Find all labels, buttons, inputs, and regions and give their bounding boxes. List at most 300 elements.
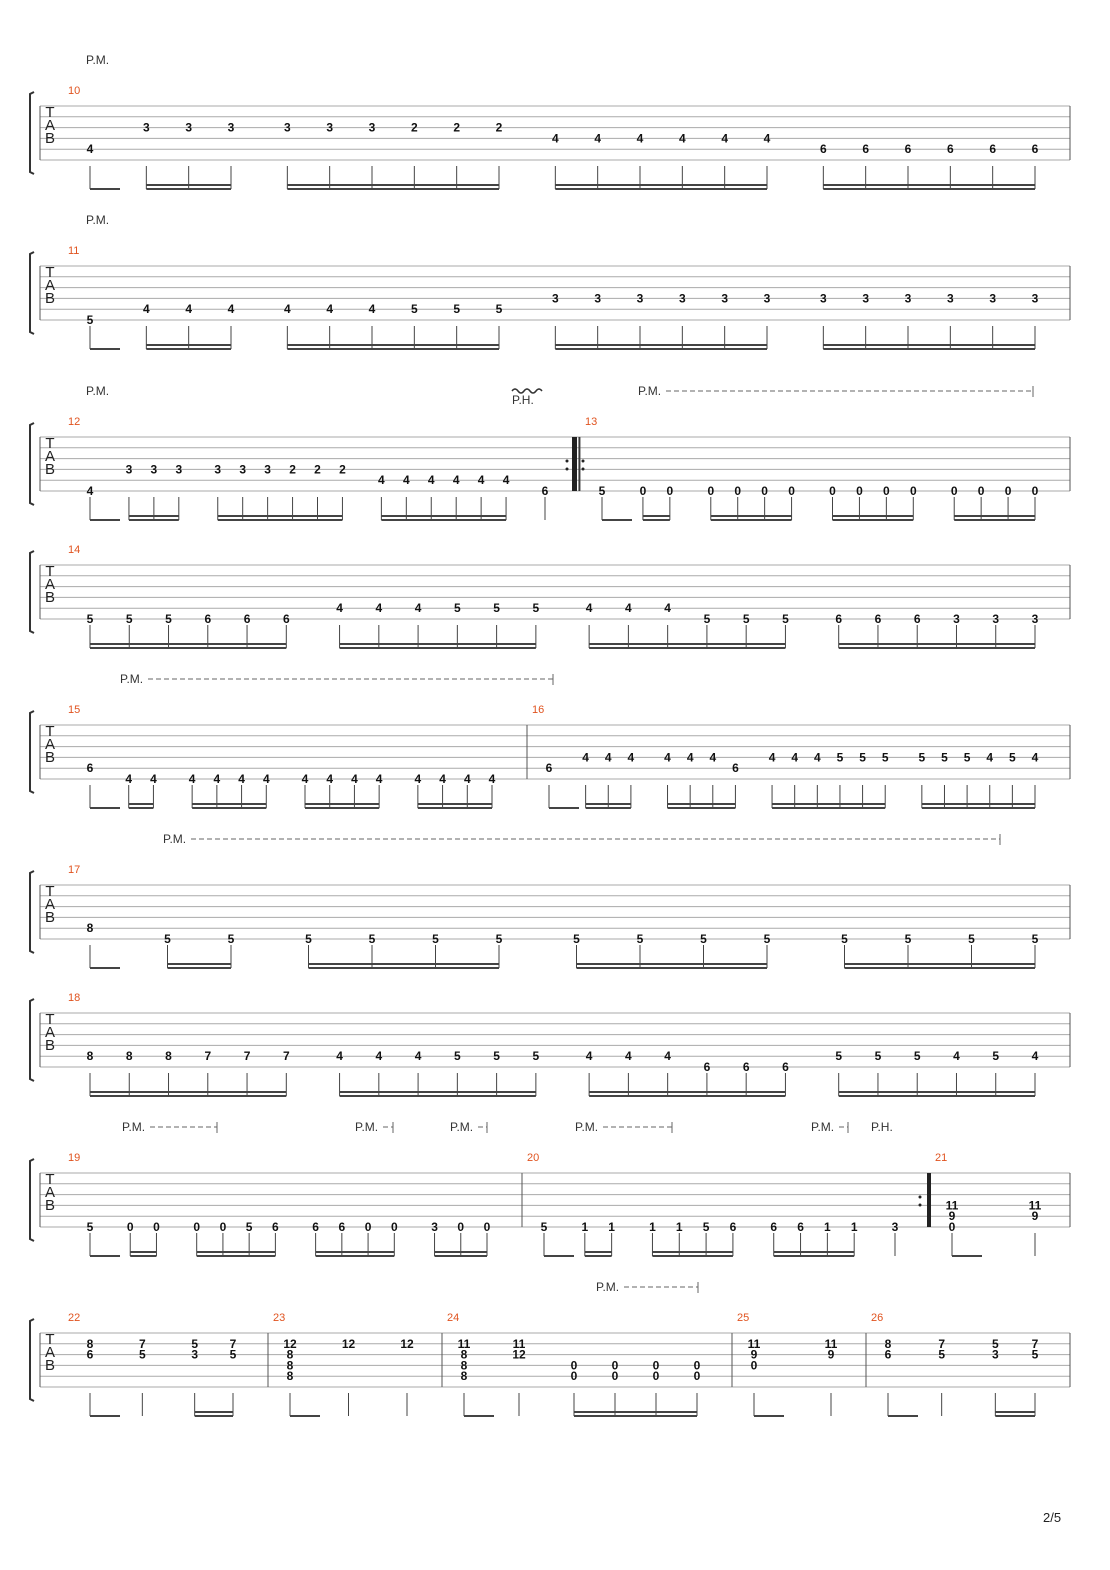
palm-mute-label: P.M. xyxy=(122,1120,146,1134)
bar-number: 23 xyxy=(273,1312,286,1324)
fret-number: 5 xyxy=(191,1336,199,1351)
fret-number: 1 xyxy=(675,1220,683,1234)
fret-number: 5 xyxy=(941,750,948,765)
fret-number: 4 xyxy=(336,1049,343,1064)
bar-number: 17 xyxy=(68,864,81,876)
fret-number: 5 xyxy=(1031,932,1039,946)
fret-number: 2 xyxy=(339,462,346,477)
tab-clef-letter: T xyxy=(45,104,55,121)
fret-number: 4 xyxy=(414,772,422,786)
fret-number: 1 xyxy=(649,1220,656,1234)
fret-number: 5 xyxy=(493,1049,500,1064)
fret-number: 5 xyxy=(636,932,644,946)
fret-number: 0 xyxy=(693,1358,701,1373)
fret-number: 5 xyxy=(532,601,540,616)
system-bracket xyxy=(30,423,34,505)
fret-number: 4 xyxy=(625,1049,632,1064)
fret-number: 4 xyxy=(142,302,150,317)
fret-number: 3 xyxy=(1031,291,1039,306)
fret-number: 6 xyxy=(1031,142,1039,157)
fret-number: 4 xyxy=(986,750,994,765)
tab-clef-letter: B xyxy=(44,589,56,606)
tab-clef-letter: A xyxy=(44,1184,56,1201)
fret-number: 5 xyxy=(454,601,461,616)
fret-number: 5 xyxy=(453,302,461,317)
fret-number: 3 xyxy=(891,1220,899,1234)
fret-number: 5 xyxy=(763,932,771,946)
bar-number: 22 xyxy=(68,1312,81,1324)
fret-number: 0 xyxy=(652,1358,660,1373)
fret-number: 2 xyxy=(289,462,296,477)
fret-number: 7 xyxy=(204,1049,212,1064)
fret-number: 3 xyxy=(1031,612,1039,626)
fret-number: 3 xyxy=(819,291,827,306)
bar-number: 12 xyxy=(68,416,81,428)
fret-number: 6 xyxy=(989,142,997,157)
bar-number: 16 xyxy=(532,704,545,716)
fret-number: 3 xyxy=(551,291,559,306)
fret-number: 5 xyxy=(86,612,94,626)
fret-number: 4 xyxy=(368,302,376,317)
fret-number: 4 xyxy=(709,750,717,765)
tab-clef-letter: B xyxy=(44,1197,56,1214)
tab-clef-letter: B xyxy=(44,461,56,478)
fret-number: 5 xyxy=(700,932,707,946)
fret-number: 4 xyxy=(768,750,776,765)
fret-number: 12 xyxy=(400,1336,414,1351)
system-bracket xyxy=(30,252,34,334)
fret-number: 5 xyxy=(573,932,580,946)
fret-number: 5 xyxy=(859,750,866,765)
repeat-barline-thick xyxy=(927,1173,931,1227)
fret-number: 4 xyxy=(213,772,221,786)
fret-number: 0 xyxy=(883,484,890,498)
fret-number: 5 xyxy=(164,932,171,946)
fret-number: 1 xyxy=(850,1220,858,1234)
page-number: 2/5 xyxy=(1043,1510,1062,1525)
fret-number: 6 xyxy=(243,612,251,626)
fret-number: 4 xyxy=(414,601,422,616)
system-bracket xyxy=(30,871,34,953)
fret-number: 4 xyxy=(283,302,291,317)
fret-number: 8 xyxy=(460,1347,468,1362)
fret-number: 3 xyxy=(904,291,912,306)
fret-number: 0 xyxy=(1031,484,1039,498)
fret-number: 2 xyxy=(410,120,418,135)
repeat-dot xyxy=(566,460,569,463)
fret-number: 0 xyxy=(611,1358,619,1373)
palm-mute-label: P.M. xyxy=(86,53,110,67)
fret-number: 0 xyxy=(948,1220,956,1234)
repeat-dot xyxy=(582,468,585,471)
fret-number: 0 xyxy=(788,484,795,498)
fret-number: 4 xyxy=(439,772,446,786)
fret-number: 8 xyxy=(86,1049,94,1064)
fret-number: 8 xyxy=(125,1049,133,1064)
fret-number: 4 xyxy=(463,772,471,786)
fret-number: 4 xyxy=(664,750,671,765)
bar-number: 26 xyxy=(871,1312,884,1324)
fret-number: 4 xyxy=(351,772,358,786)
fret-number: 5 xyxy=(968,932,975,946)
fret-number: 4 xyxy=(238,772,245,786)
fret-number: 0 xyxy=(734,484,742,498)
bar-number: 15 xyxy=(68,704,81,716)
fret-number: 3 xyxy=(991,1347,999,1362)
fret-number: 4 xyxy=(502,473,510,488)
tab-clef-letter: A xyxy=(44,1344,56,1361)
fret-number: 3 xyxy=(142,120,150,135)
fret-number: 4 xyxy=(86,142,94,157)
fret-number: 5 xyxy=(991,1336,999,1351)
fret-number: 4 xyxy=(375,1049,383,1064)
tab-clef-letter: T xyxy=(45,563,55,580)
fret-number: 4 xyxy=(791,750,799,765)
fret-number: 4 xyxy=(326,302,334,317)
fret-number: 5 xyxy=(836,750,844,765)
fret-number: 4 xyxy=(627,750,635,765)
fret-number: 5 xyxy=(125,612,133,626)
fret-number: 5 xyxy=(138,1347,146,1362)
fret-number: 9 xyxy=(827,1347,835,1362)
fret-number: 3 xyxy=(185,120,193,135)
fret-number: 4 xyxy=(953,1049,960,1064)
fret-number: 5 xyxy=(835,1049,843,1064)
bar-number: 18 xyxy=(68,992,81,1004)
fret-number: 3 xyxy=(636,291,644,306)
palm-mute-label: P.M. xyxy=(450,1120,474,1134)
fret-number: 0 xyxy=(693,1369,701,1384)
fret-number: 6 xyxy=(541,484,549,498)
fret-number: 3 xyxy=(946,291,954,306)
tab-clef-letter: T xyxy=(45,723,55,740)
fret-number: 5 xyxy=(368,932,376,946)
fret-number: 4 xyxy=(378,473,385,488)
fret-number: 5 xyxy=(532,1049,540,1064)
fret-number: 6 xyxy=(312,1220,319,1234)
palm-mute-label: P.M. xyxy=(811,1120,835,1134)
tab-clef-letter: B xyxy=(44,290,56,307)
fret-number: 1 xyxy=(608,1220,615,1234)
fret-number: 8 xyxy=(884,1336,892,1351)
fret-number: 5 xyxy=(598,484,606,498)
fret-number: 5 xyxy=(782,612,789,626)
fret-number: 4 xyxy=(227,302,235,317)
fret-number: 3 xyxy=(678,291,686,306)
bar-number: 24 xyxy=(447,1312,460,1324)
fret-number: 4 xyxy=(375,601,383,616)
fret-number: 0 xyxy=(126,1220,134,1234)
fret-number: 6 xyxy=(86,1347,94,1362)
bar-number: 20 xyxy=(527,1152,540,1164)
fret-number: 4 xyxy=(664,1049,671,1064)
fret-number: 3 xyxy=(431,1220,438,1234)
tab-clef-letter: T xyxy=(45,435,55,452)
system-bracket xyxy=(30,711,34,793)
tab-clef-letter: B xyxy=(44,909,56,926)
fret-number: 3 xyxy=(594,291,602,306)
fret-number: 4 xyxy=(86,484,94,498)
fret-number: 4 xyxy=(452,473,460,488)
fret-number: 8 xyxy=(286,1358,294,1373)
tab-clef-letter: T xyxy=(45,264,55,281)
fret-number: 5 xyxy=(495,302,503,317)
fret-number: 6 xyxy=(862,142,870,157)
fret-number: 0 xyxy=(856,484,863,498)
fret-number: 7 xyxy=(938,1336,946,1351)
fret-number: 4 xyxy=(636,131,644,146)
fret-number: 5 xyxy=(742,612,750,626)
repeat-dot xyxy=(919,1204,922,1207)
fret-number: 5 xyxy=(245,1220,253,1234)
fret-number: 5 xyxy=(1031,1347,1039,1362)
fret-number: 4 xyxy=(185,302,193,317)
fret-number: 5 xyxy=(938,1347,946,1362)
fret-number: 1 xyxy=(824,1220,831,1234)
fret-number: 11 xyxy=(1028,1198,1042,1213)
fret-number: 0 xyxy=(950,484,958,498)
tab-clef-letter: A xyxy=(44,896,56,913)
fret-number: 7 xyxy=(229,1336,237,1351)
repeat-dot xyxy=(582,460,585,463)
fret-number: 3 xyxy=(239,462,247,477)
fret-number: 3 xyxy=(283,120,291,135)
fret-number: 5 xyxy=(702,1220,710,1234)
fret-number: 6 xyxy=(835,612,843,626)
fret-number: 0 xyxy=(761,484,768,498)
fret-number: 3 xyxy=(150,462,158,477)
bar-number: 10 xyxy=(68,85,81,97)
fret-number: 5 xyxy=(86,1220,94,1234)
fret-number: 0 xyxy=(611,1369,619,1384)
fret-number: 4 xyxy=(604,750,612,765)
fret-number: 3 xyxy=(368,120,376,135)
fret-number: 4 xyxy=(686,750,694,765)
fret-number: 9 xyxy=(948,1209,956,1224)
fret-number: 4 xyxy=(664,601,671,616)
fret-number: 3 xyxy=(862,291,870,306)
fret-number: 0 xyxy=(153,1220,160,1234)
fret-number: 0 xyxy=(666,484,674,498)
repeat-barline-thick xyxy=(572,437,577,491)
fret-number: 6 xyxy=(545,761,553,776)
tab-clef-letter: T xyxy=(45,1011,55,1028)
fret-number: 6 xyxy=(204,612,212,626)
fret-number: 4 xyxy=(125,772,133,786)
fret-number: 2 xyxy=(453,120,461,135)
tab-clef-letter: B xyxy=(44,1037,56,1054)
fret-number: 4 xyxy=(427,473,435,488)
fret-number: 5 xyxy=(165,612,172,626)
tab-clef-letter: T xyxy=(45,1171,55,1188)
fret-number: 6 xyxy=(884,1347,892,1362)
fret-number: 4 xyxy=(1031,750,1039,765)
fret-number: 0 xyxy=(457,1220,465,1234)
fret-number: 0 xyxy=(570,1369,578,1384)
fret-number: 4 xyxy=(488,772,496,786)
fret-number: 4 xyxy=(336,601,343,616)
fret-number: 5 xyxy=(904,932,912,946)
fret-number: 3 xyxy=(227,120,235,135)
fret-number: 7 xyxy=(243,1049,251,1064)
palm-mute-label: P.M. xyxy=(163,832,187,846)
fret-number: 5 xyxy=(495,932,503,946)
fret-number: 5 xyxy=(913,1049,921,1064)
fret-number: 6 xyxy=(819,142,827,157)
palm-mute-label: P.M. xyxy=(86,384,110,398)
fret-number: 6 xyxy=(913,612,921,626)
fret-number: 12 xyxy=(341,1336,356,1351)
bar-number: 14 xyxy=(68,544,81,556)
fret-number: 0 xyxy=(483,1220,491,1234)
fret-number: 0 xyxy=(707,484,715,498)
tab-clef-letter: A xyxy=(44,117,56,134)
bar-number: 19 xyxy=(68,1152,81,1164)
fret-number: 0 xyxy=(829,484,836,498)
fret-number: 5 xyxy=(841,932,848,946)
fret-number: 4 xyxy=(582,750,589,765)
fret-number: 5 xyxy=(703,612,711,626)
fret-number: 0 xyxy=(219,1220,227,1234)
fret-number: 7 xyxy=(138,1336,146,1351)
fret-number: 5 xyxy=(305,932,312,946)
bar-number: 13 xyxy=(585,416,598,428)
system-bracket xyxy=(30,1319,34,1401)
fret-number: 8 xyxy=(460,1358,468,1373)
fret-number: 3 xyxy=(721,291,729,306)
fret-number: 7 xyxy=(282,1049,290,1064)
palm-mute-label: P.M. xyxy=(120,672,144,686)
fret-number: 5 xyxy=(432,932,439,946)
palm-mute-label: P.M. xyxy=(638,384,662,398)
system-bracket xyxy=(30,551,34,633)
palm-mute-label: P.M. xyxy=(575,1120,599,1134)
fret-number: 6 xyxy=(742,1060,750,1074)
fret-number: 8 xyxy=(165,1049,172,1064)
fret-number: 4 xyxy=(150,772,157,786)
fret-number: 3 xyxy=(214,462,222,477)
fret-number: 5 xyxy=(229,1347,237,1362)
fret-number: 6 xyxy=(904,142,912,157)
fret-number: 6 xyxy=(874,612,882,626)
fret-number: 0 xyxy=(570,1358,578,1373)
tab-clef-letter: A xyxy=(44,576,56,593)
fret-number: 5 xyxy=(963,750,971,765)
fret-number: 0 xyxy=(652,1369,660,1384)
fret-number: 8 xyxy=(286,1369,294,1384)
fret-number: 4 xyxy=(375,772,383,786)
fret-number: 4 xyxy=(1031,1049,1039,1064)
fret-number: 5 xyxy=(410,302,418,317)
bar-number: 25 xyxy=(737,1312,750,1324)
fret-number: 8 xyxy=(86,1336,94,1351)
fret-number: 5 xyxy=(86,313,94,327)
tab-clef-letter: A xyxy=(44,736,56,753)
fret-number: 8 xyxy=(286,1347,294,1362)
fret-number: 5 xyxy=(227,932,235,946)
fret-number: 6 xyxy=(946,142,954,157)
palm-mute-label: P.M. xyxy=(596,1280,620,1294)
fret-number: 5 xyxy=(874,1049,882,1064)
fret-number: 6 xyxy=(272,1220,279,1234)
system-bracket xyxy=(30,92,34,174)
fret-number: 6 xyxy=(703,1060,711,1074)
repeat-dot xyxy=(566,468,569,471)
tab-clef-letter: B xyxy=(44,130,56,147)
fret-number: 3 xyxy=(763,291,771,306)
fret-number: 6 xyxy=(282,612,290,626)
fret-number: 4 xyxy=(551,131,559,146)
tab-clef-letter: T xyxy=(45,1331,55,1348)
tab-clef-letter: A xyxy=(44,277,56,294)
fret-number: 11 xyxy=(824,1336,838,1351)
palm-mute-label: P.M. xyxy=(355,1120,379,1134)
repeat-dot xyxy=(919,1196,922,1199)
fret-number: 3 xyxy=(191,1347,199,1362)
fret-number: 12 xyxy=(512,1347,526,1362)
tab-clef-letter: A xyxy=(44,1024,56,1041)
fret-number: 11 xyxy=(457,1336,471,1351)
fret-number: 5 xyxy=(1009,750,1016,765)
fret-number: 4 xyxy=(188,772,196,786)
fret-number: 5 xyxy=(918,750,926,765)
palm-mute-label: P.M. xyxy=(86,213,110,227)
fret-number: 4 xyxy=(813,750,821,765)
fret-number: 7 xyxy=(1031,1336,1039,1351)
fret-number: 4 xyxy=(625,601,632,616)
fret-number: 0 xyxy=(639,484,647,498)
fret-number: 2 xyxy=(314,462,321,477)
fret-number: 3 xyxy=(326,120,334,135)
fret-number: 4 xyxy=(585,1049,593,1064)
fret-number: 0 xyxy=(909,484,917,498)
palm-mute-label: P.H. xyxy=(512,393,534,407)
fret-number: 12 xyxy=(283,1336,297,1351)
tab-clef-letter: B xyxy=(44,749,56,766)
tab-clef-letter: A xyxy=(44,448,56,465)
fret-number: 6 xyxy=(338,1220,346,1234)
fret-number: 4 xyxy=(477,473,485,488)
fret-number: 9 xyxy=(750,1347,758,1362)
fret-number: 4 xyxy=(721,131,729,146)
bar-number: 21 xyxy=(935,1152,948,1164)
fret-number: 0 xyxy=(750,1358,758,1373)
fret-number: 9 xyxy=(1031,1209,1039,1224)
fret-number: 3 xyxy=(992,612,1000,626)
fret-number: 6 xyxy=(797,1220,804,1234)
fret-number: 4 xyxy=(678,131,686,146)
fret-number: 4 xyxy=(326,772,334,786)
system-bracket xyxy=(30,999,34,1081)
fret-number: 4 xyxy=(585,601,593,616)
fret-number: 0 xyxy=(390,1220,398,1234)
fret-number: 1 xyxy=(581,1220,589,1234)
fret-number: 11 xyxy=(747,1336,761,1351)
fret-number: 3 xyxy=(953,612,960,626)
fret-number: 0 xyxy=(193,1220,201,1234)
fret-number: 5 xyxy=(454,1049,461,1064)
fret-number: 4 xyxy=(414,1049,422,1064)
fret-number: 11 xyxy=(512,1336,526,1351)
fret-number: 4 xyxy=(763,131,771,146)
system-bracket xyxy=(30,1159,34,1241)
fret-number: 8 xyxy=(460,1369,468,1384)
fret-number: 6 xyxy=(729,1220,737,1234)
fret-number: 8 xyxy=(86,921,94,936)
fret-number: 3 xyxy=(175,462,183,477)
bar-number: 11 xyxy=(68,245,80,257)
fret-number: 0 xyxy=(977,484,985,498)
